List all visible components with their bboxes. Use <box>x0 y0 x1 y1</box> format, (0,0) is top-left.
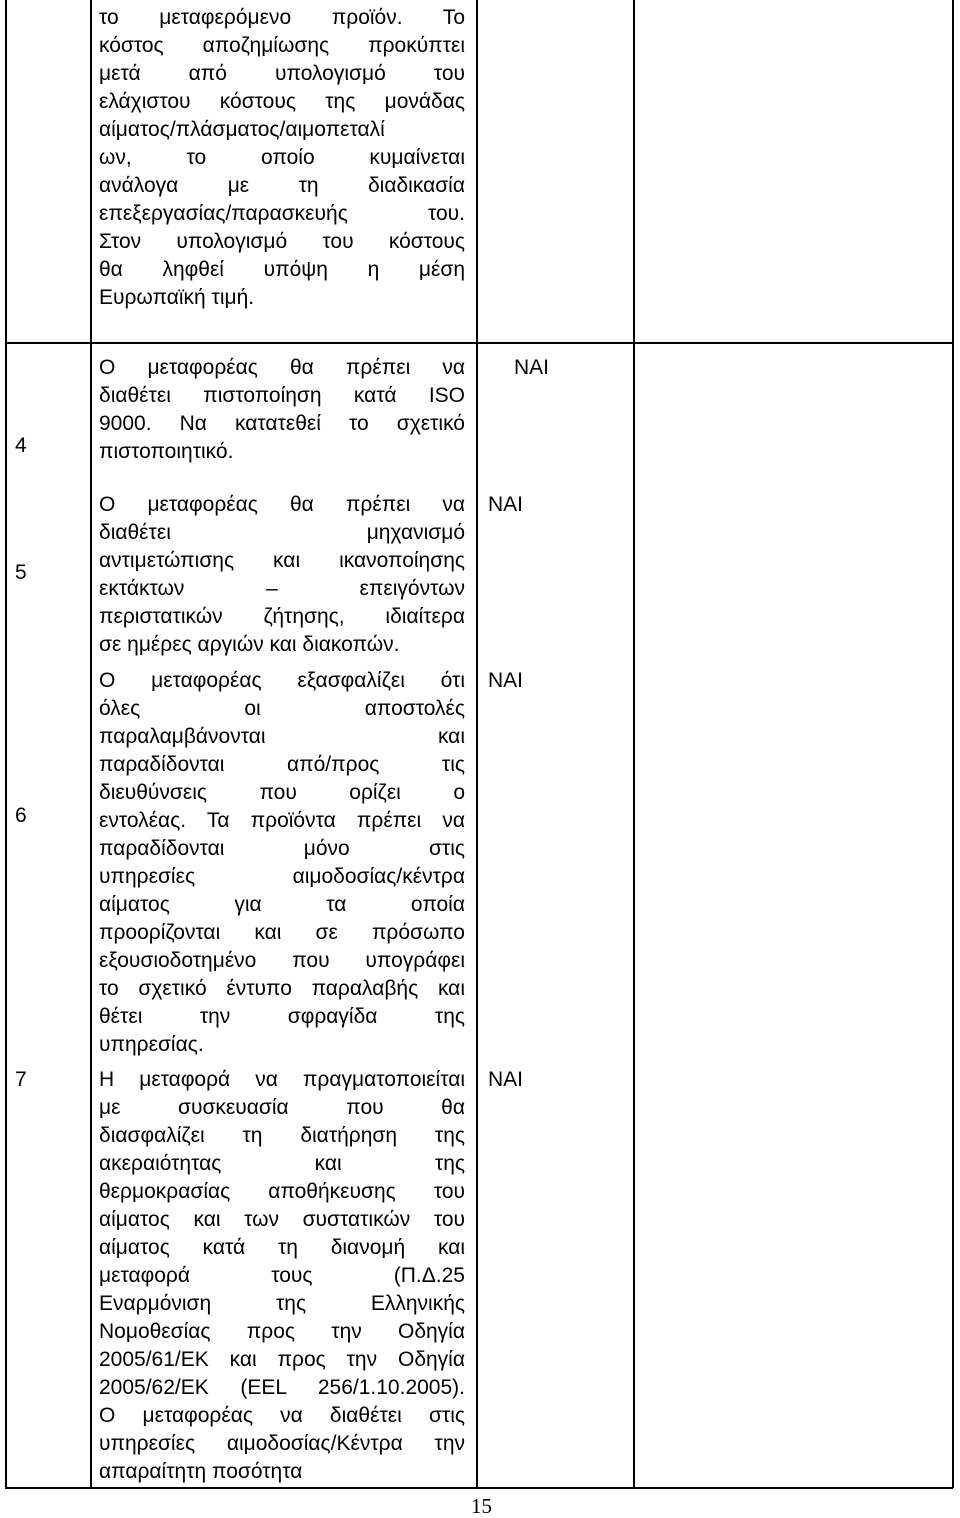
text-line: υπηρεσίες αιμοδοσίας/Κέντρα την <box>99 1432 465 1455</box>
text-line: κόστος αποζημίωσης προκύπτει <box>99 34 465 57</box>
text-line: Στον υπολογισμό του κόστους <box>99 230 465 253</box>
row-number-7: 7 <box>15 1068 27 1091</box>
requirement-text-5 <box>99 491 465 659</box>
text-line: διαθέτει μηχανισμό <box>99 521 465 544</box>
text-line: προορίζονται και σε πρόσωπο <box>99 921 465 944</box>
text-line: μετά από υπολογισμό του <box>99 62 465 85</box>
text-line: ακεραιότητας και της <box>99 1152 465 1175</box>
text-line: Ο μεταφορέας θα πρέπει να <box>99 356 465 379</box>
text-line: σε ημέρες αργιών και διακοπών. <box>99 633 400 656</box>
text-line: αίματος για τα οποία <box>99 893 465 916</box>
text-line: εκτάκτων – επειγόντων <box>99 577 465 600</box>
text-line: το μεταφερόμενο προϊόν. Το <box>99 6 465 29</box>
table-border-bottom <box>5 1487 953 1489</box>
requirement-text-6 <box>99 667 465 1059</box>
text-line: με συσκευασία που θα <box>99 1096 465 1119</box>
text-line: Ο μεταφορέας θα πρέπει να <box>99 493 465 516</box>
text-line: θα ληφθεί υπόψη η μέση <box>99 258 465 281</box>
page-number: 15 <box>471 1494 492 1518</box>
answer-5: ΝΑΙ <box>488 493 524 516</box>
text-line: παραδίδονται από/προς τις <box>99 753 465 776</box>
text-line: διευθύνσεις που ορίζει ο <box>99 781 465 804</box>
row-number-6: 6 <box>15 804 27 827</box>
text-line: επεξεργασίας/παρασκευής του. <box>99 202 465 225</box>
requirement-text-7 <box>99 1066 465 1486</box>
answer-6: ΝΑΙ <box>488 669 524 692</box>
text-line: περιστατικών ζήτησης, ιδιαίτερα <box>99 605 465 628</box>
text-line: ανάλογα με τη διαδικασία <box>99 174 465 197</box>
text-line: Ο μεταφορέας να διαθέτει στις <box>99 1404 465 1427</box>
table-divider-number <box>90 0 92 1488</box>
text-line: παραδίδονται μόνο στις <box>99 837 465 860</box>
text-line: αίματος κατά τη διανομή και <box>99 1236 465 1259</box>
text-line: αντιμετώπισης και ικανοποίησης <box>99 549 465 572</box>
text-line: θέτει την σφραγίδα της <box>99 1005 465 1028</box>
row-number-4: 4 <box>15 434 27 457</box>
text-line: υπηρεσίες αιμοδοσίας/κέντρα <box>99 865 465 888</box>
table-row-divider <box>5 342 953 344</box>
text-line: 2005/62/ΕΚ (ΕΕL 256/1.10.2005). <box>99 1376 465 1399</box>
text-line: 9000. Να κατατεθεί το σχετικό <box>99 412 465 435</box>
text-line: εξουσιοδοτημένο που υπογράφει <box>99 949 465 972</box>
text-line: Εναρμόνιση της Ελληνικής <box>99 1292 465 1315</box>
text-line: διαθέτει πιστοποίηση κατά ISO <box>99 384 465 407</box>
row-number-5: 5 <box>15 561 27 584</box>
text-line: αίματος/πλάσματος/αιμοπεταλί <box>99 118 385 141</box>
requirement-text-continued <box>99 4 465 312</box>
table-border-left <box>5 0 7 1488</box>
text-line: Νομοθεσίας προς την Οδηγία <box>99 1320 465 1343</box>
text-line: υπηρεσίας. <box>99 1033 204 1056</box>
text-line: ελάχιστου κόστους της μονάδας <box>99 90 465 113</box>
text-line: όλες οι αποστολές <box>99 697 465 720</box>
text-line: ων, το οποίο κυμαίνεται <box>99 146 465 169</box>
text-line: παραλαμβάνονται και <box>99 725 465 748</box>
text-line: πιστοποιητικό. <box>99 440 234 463</box>
text-line: Ευρωπαϊκή τιμή. <box>99 286 255 309</box>
text-line: Η μεταφορά να πραγματοποιείται <box>99 1068 465 1091</box>
text-line: εντολέας. Τα προϊόντα πρέπει να <box>99 809 465 832</box>
answer-7: ΝΑΙ <box>488 1068 524 1091</box>
answer-4: ΝΑΙ <box>514 356 550 379</box>
table-border-right <box>952 0 954 1488</box>
text-line: 2005/61/ΕΚ και προς την Οδηγία <box>99 1348 465 1371</box>
requirement-text-4 <box>99 354 465 466</box>
text-line: αίματος και των συστατικών του <box>99 1208 465 1231</box>
table-divider-text <box>476 0 478 1488</box>
text-line: θερμοκρασίας αποθήκευσης του <box>99 1180 465 1203</box>
text-line: απαραίτητη ποσότητα <box>99 1460 303 1483</box>
text-line: μεταφορά τους (Π.Δ.25 <box>99 1264 465 1287</box>
text-line: διασφαλίζει τη διατήρηση της <box>99 1124 465 1147</box>
text-line: Ο μεταφορέας εξασφαλίζει ότι <box>99 669 465 692</box>
table-divider-answer <box>633 0 635 1488</box>
text-line: το σχετικό έντυπο παραλαβής και <box>99 977 465 1000</box>
